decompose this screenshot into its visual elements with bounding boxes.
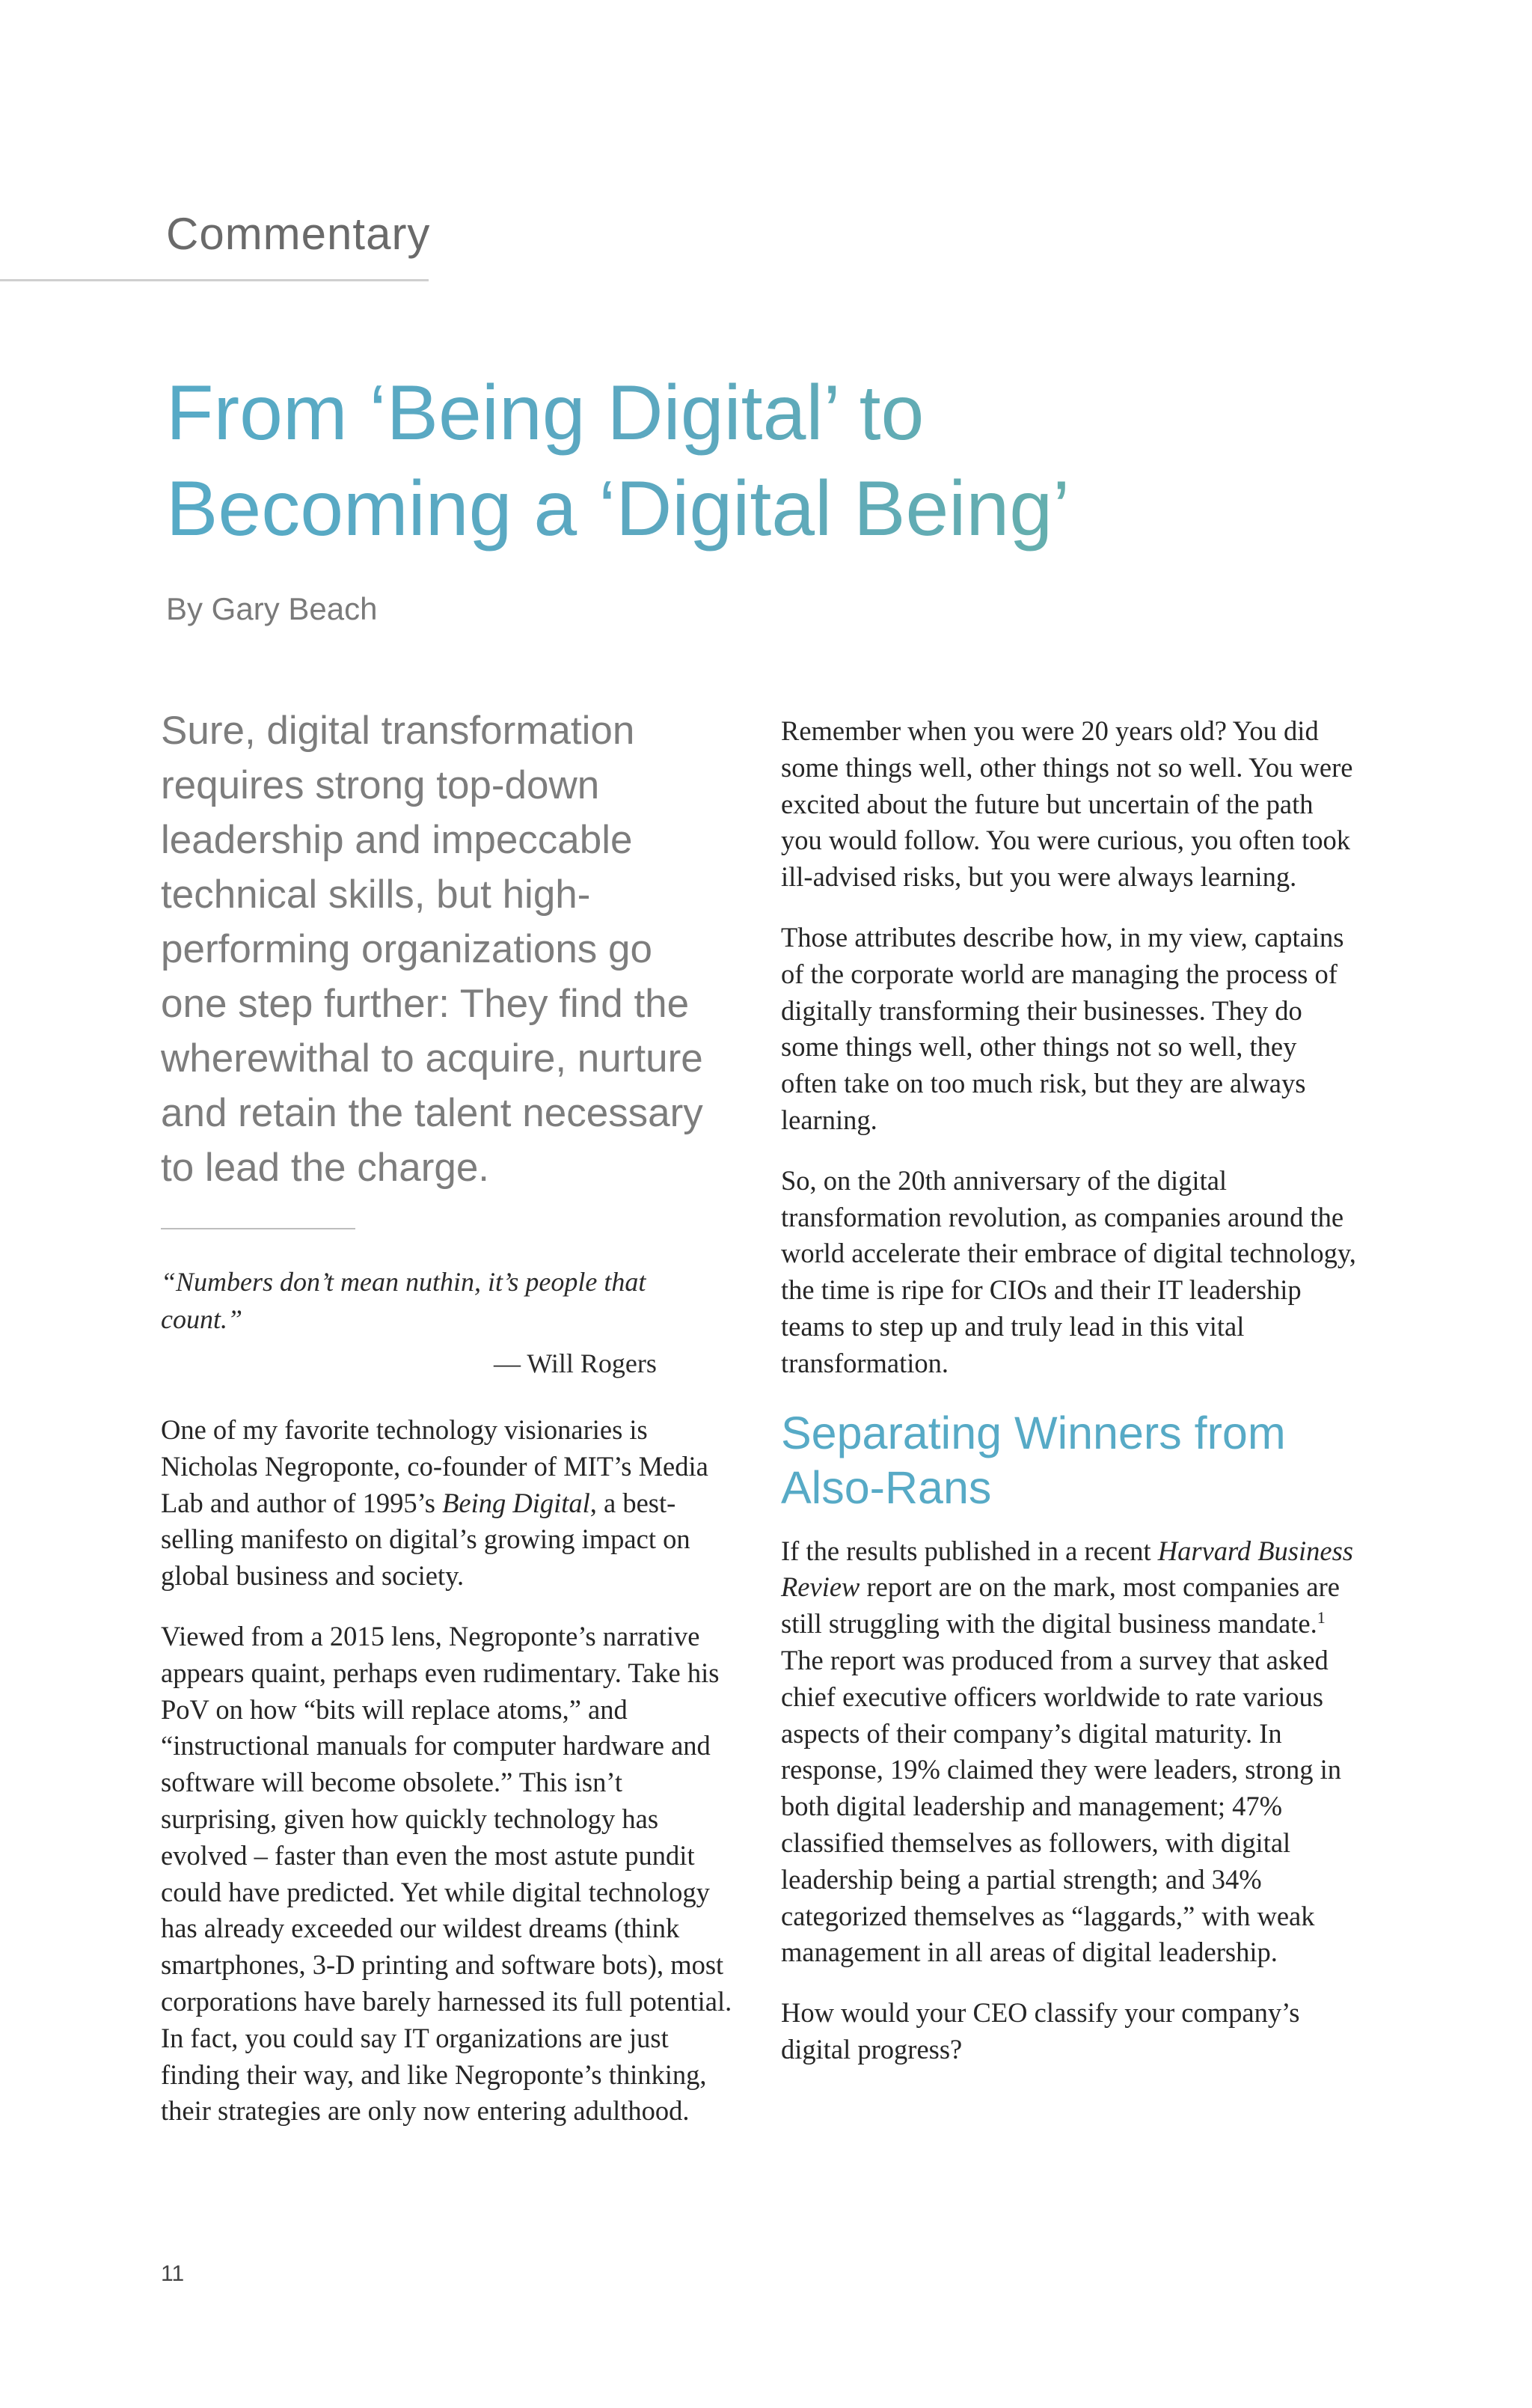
section-divider [0, 279, 429, 281]
footnote-ref[interactable]: 1 [1317, 1607, 1326, 1627]
right-column [781, 713, 1357, 2092]
section-label: Commentary [166, 209, 431, 259]
article-title [166, 365, 1438, 557]
pull-quote-divider [161, 1228, 355, 1229]
body-paragraph: Those attributes describe how, in my view, captains of the corporate world are managing the process of digitally transforming their businesses. They do some things well, other things not so well, they often take on too much risk, but they are always learning. [781, 921, 1344, 1135]
body-paragraph: Viewed from a 2015 lens, Negroponte’s narrative appears quaint, perhaps even rudimentary. Take his PoV on how “bits will replace atoms,” and “instructional manuals for computer hardware and software will become obsolete.” This isn’t surprising, given how quickly technology has evolved – faster than even the most astute pundit could have predicted. Yet while digital technology has already exceeded our wildest dreams (think smartphones, 3-D printing and software bots), most corporations have barely harnessed its full potential. In fact, you could say IT organizations are just finding their way, and like Negroponte’s thinking, their strategies are only now entering adulthood. [161, 1620, 732, 2127]
body-paragraph: How would your CEO classify your company’s digital progress? [781, 1997, 1300, 2065]
book-title: Being Digital [442, 1487, 590, 1518]
section-subheading: Separating Winners from Also-Rans [781, 1407, 1286, 1513]
body-paragraph: Remember when you were 20 years old? You did some things well, other things not so well. You were excited about the future but uncertain of the path you would follow. You were curious, you often took ill-advised risks, but you were always learning. [781, 715, 1353, 893]
title-line-1: From ‘Being Digital’ to [166, 370, 925, 456]
left-column [161, 1412, 737, 2154]
byline: By Gary Beach [166, 591, 378, 626]
body-paragraph: If the results published in a recent Harvard Business Review report are on the mark, most companies are still struggling with the digital business mandate.$^1$ The report was produced from a survey that asked chief executive officers worldwide to rate various aspects of their company’s digital maturity. In response, 19% claimed they were leaders, strong in both digital leadership and management; 47% classified themselves as followers, with digital leadership being a partial strength; and 34% categorized themselves as “laggards,” with weak management in all areas of digital leadership. [781, 1535, 1353, 1968]
body-paragraph: One of my favorite technology visionaries is Nicholas Negroponte, co-founder of MIT’s Media Lab and author of 1995’s Being Digital, a best-selling manifesto on digital’s growing impact on global business and society. [161, 1414, 708, 1592]
publication-title: Harvard Business Review [781, 1535, 1353, 1603]
body-paragraph: So, on the 20th anniversary of the digital transformation revolution, as companies around the world accelerate their embrace of digital technology, the time is ripe for CIOs and their IT leadership teams to step up and truly lead in this vital transformation. [781, 1164, 1356, 1378]
epigraph-attribution: — Will Rogers [494, 1348, 657, 1378]
epigraph-quote: “Numbers don’t mean nuthin, it’s people that count.” [161, 1267, 646, 1334]
page-number: 11 [161, 2261, 185, 2286]
pull-quote: Sure, digital transformation requires strong top-down leadership and impeccable technical skills, but high-performing organizations go one step further: They find the wherewithal to acquire, nurture and retain the talent necessary to lead the charge. [161, 709, 703, 1190]
title-line-2: Becoming a ‘Digital Being’ [166, 465, 1070, 552]
